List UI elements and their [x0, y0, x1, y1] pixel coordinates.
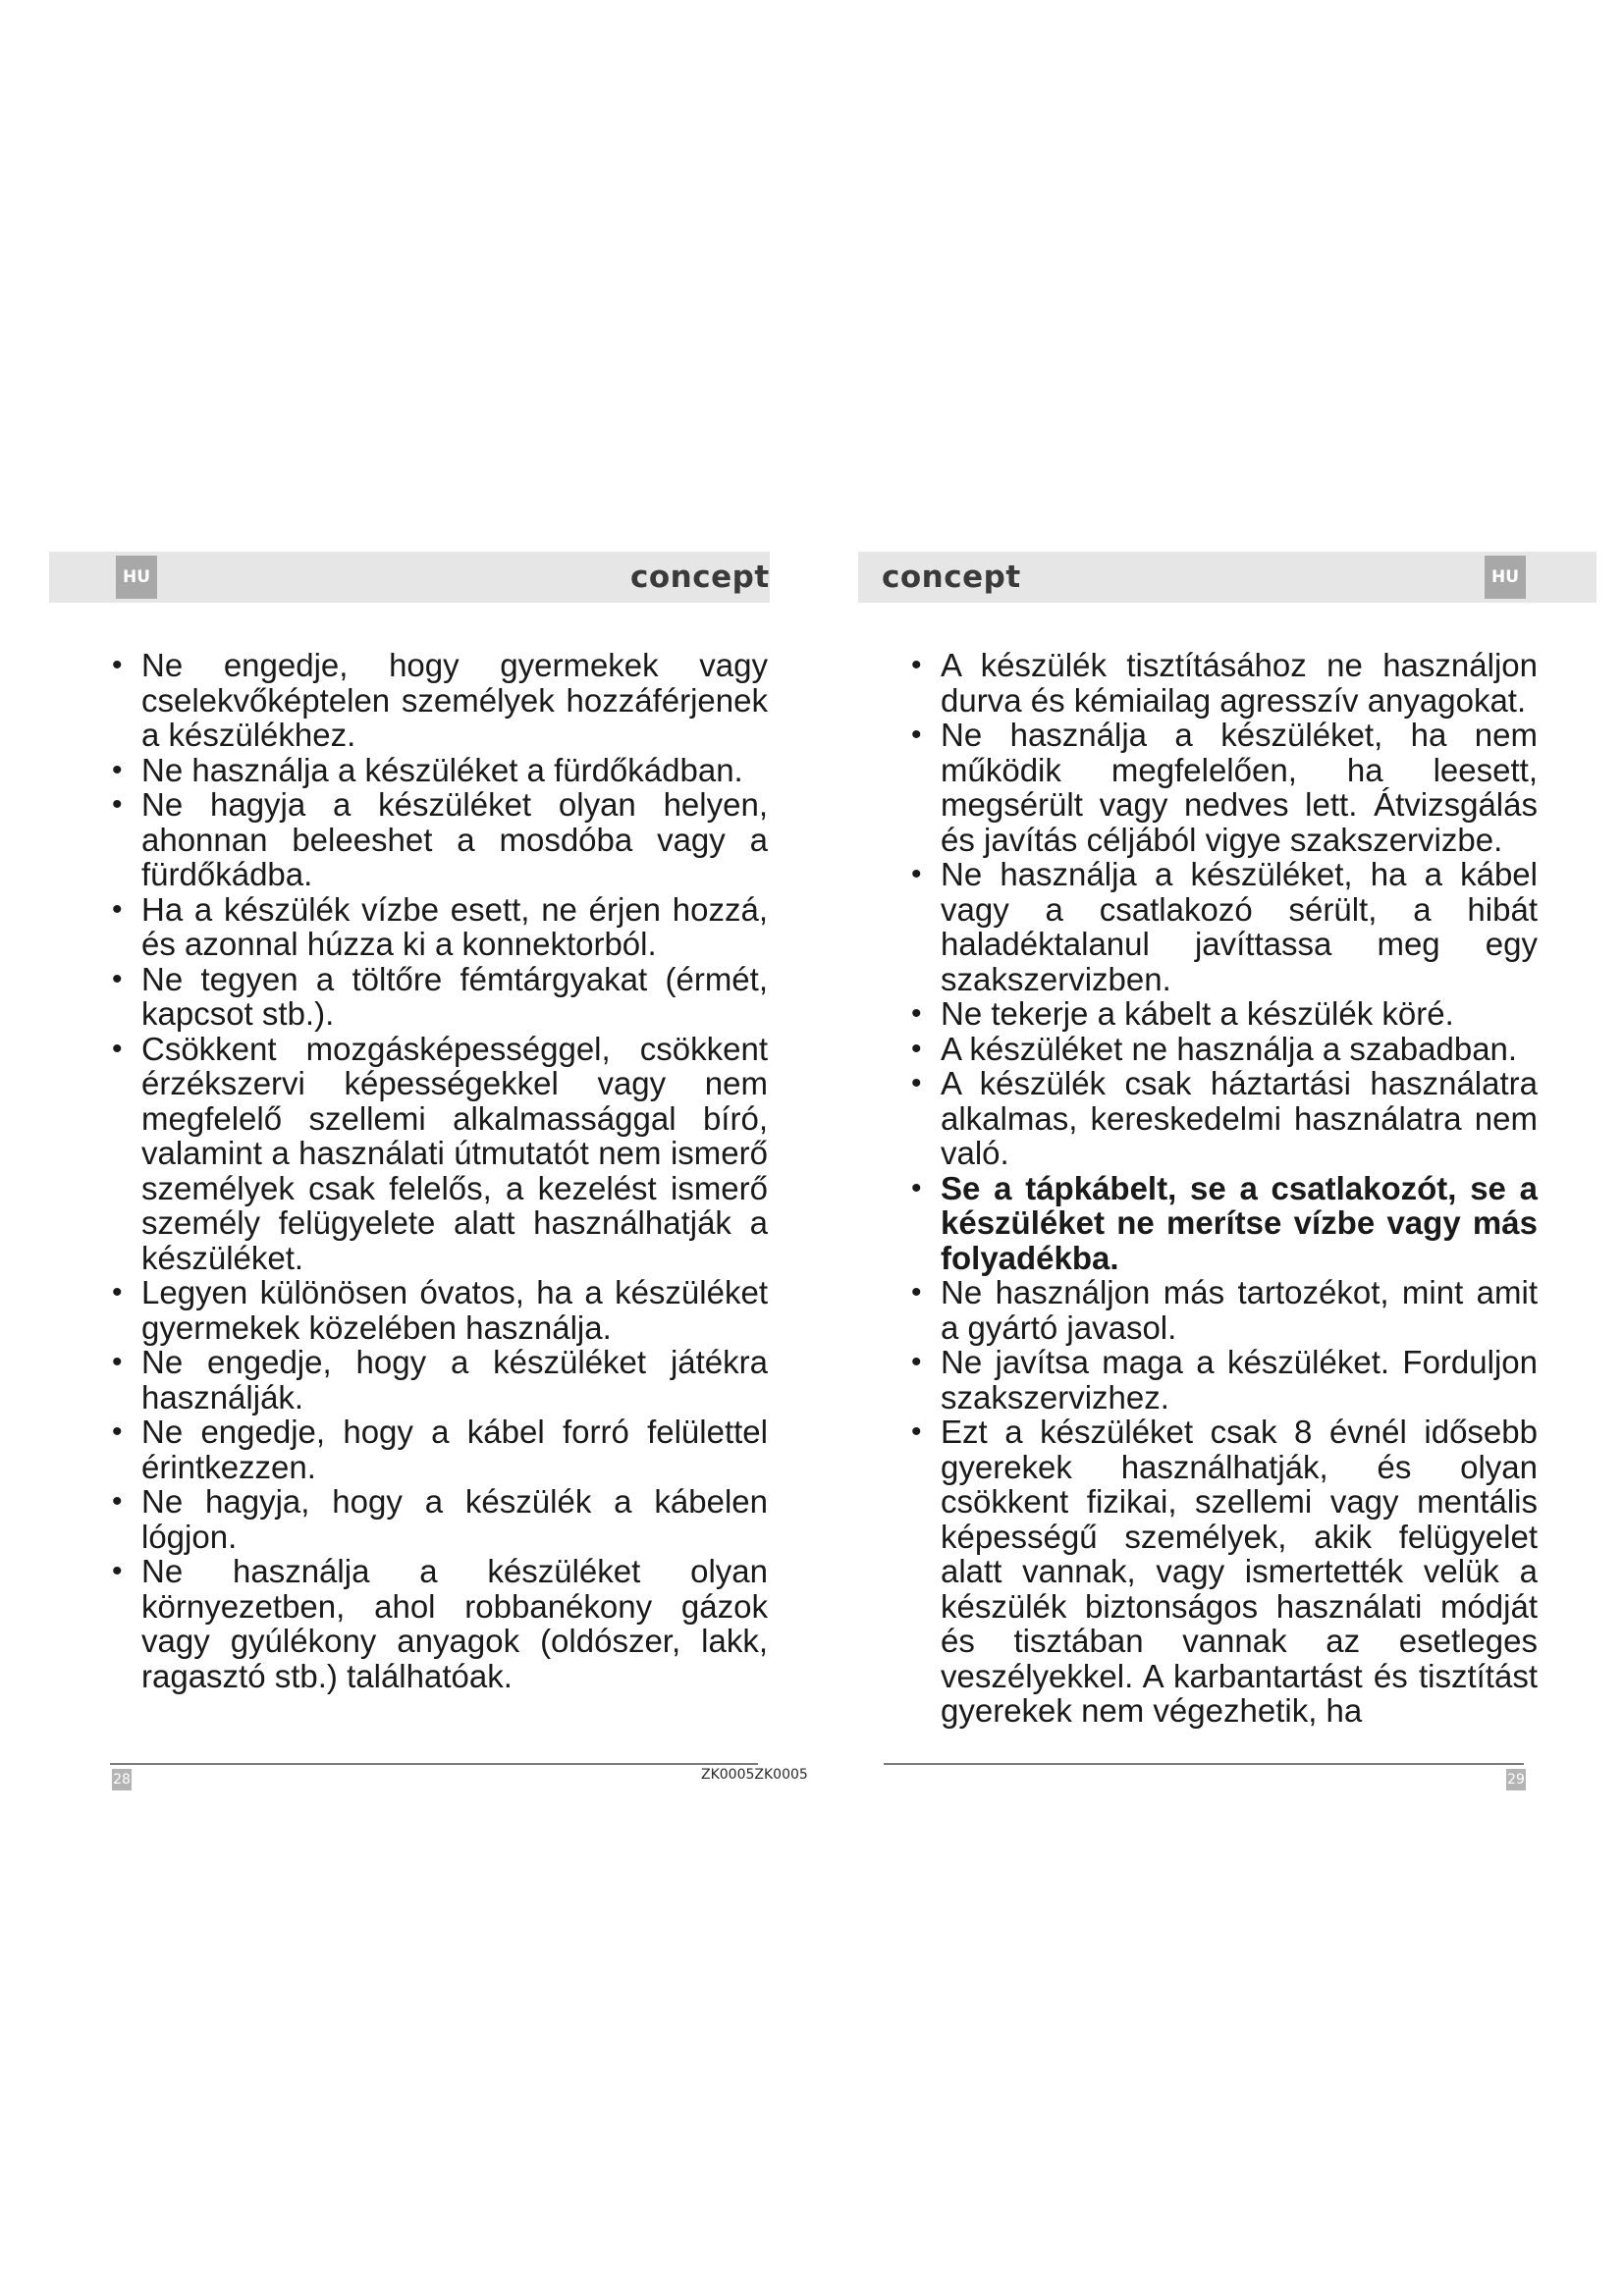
list-item: • Ne engedje, hogy a kábel forró felülettel érintkezzen.	[110, 1415, 768, 1484]
list-item: • Ne használjon más tartozékot, mint amit a gyártó javasol.	[909, 1275, 1538, 1345]
list-item-warning: • Se a tápkábelt, se a csatlakozót, se a készüléket ne merítse vízbe vagy más folyadékba.	[909, 1171, 1538, 1276]
list-item: • Ne javítsa maga a készüléket. Forduljon szakszervizhez.	[909, 1345, 1538, 1415]
list-item: • Ne tegyen a töltőre fémtárgyakat (érmét, kapcsot stb.).	[110, 962, 768, 1032]
footer-divider-left	[110, 1763, 758, 1765]
right-page-safety-list	[909, 648, 1538, 1729]
list-item: • Csökkent mozgásképességgel, csökkent érzékszervi képességekkel vagy nem megfelelő szellemi alkalmassággal bíró, valamint a használati útmutatót nem ismerő személyek csak felelős, a kezelést ismerő személy felügyelete alatt használhatják a készüléket.	[110, 1032, 768, 1276]
list-item: • Ne hagyja a készüléket olyan helyen, ahonnan beleeshet a mosdóba vagy a fürdőkádba.	[110, 787, 768, 892]
brand-logo-left: concept	[630, 560, 770, 595]
list-item: • Ne használja a készüléket, ha a kábel vagy a csatlakozó sérült, a hibát haladéktalanul javíttassa meg egy szakszervizben.	[909, 857, 1538, 996]
left-page-safety-list	[110, 648, 768, 1693]
language-badge-left: HU	[116, 556, 157, 599]
list-item: • Ne tekerje a kábelt a készülék köré.	[909, 996, 1538, 1032]
list-item: • Legyen különösen óvatos, ha a készüléket gyermekek közelében használja.	[110, 1275, 768, 1345]
list-item: • Ha a készülék vízbe esett, ne érjen hozzá, és azonnal húzza ki a konnektorból.	[110, 892, 768, 962]
list-item: • Ne használja a készüléket a fürdőkádban.	[110, 753, 768, 788]
list-item: • Ne hagyja, hogy a készülék a kábelen lógjon.	[110, 1484, 768, 1554]
footer-divider-right	[884, 1763, 1524, 1765]
brand-logo-right: concept	[882, 560, 1021, 595]
model-code: ZK0005ZK0005	[701, 1767, 808, 1783]
list-item: • A készülék csak háztartási használatra alkalmas, kereskedelmi használatra nem való.	[909, 1066, 1538, 1171]
list-item: • Ne használja a készüléket, ha nem működik megfelelően, ha leesett, megsérült vagy nedves lett. Átvizsgálás és javítás céljából vigye szakszervizbe.	[909, 718, 1538, 857]
list-item: • A készülék tisztításához ne használjon durva és kémiailag agresszív anyagokat.	[909, 648, 1538, 718]
list-item: • Ezt a készüléket csak 8 évnél idősebb gyerekek használhatják, és olyan csökkent fizikai, szellemi vagy mentális képességű személyek, akik felügyelet alatt vannak, vagy ismertették velük a készülék biztonságos használati módját és tisztában vannak az esetleges veszélyekkel. A karbantartást és tisztítást gyerekek nem végezhetik, ha	[909, 1415, 1538, 1729]
list-item: • Ne használja a készüléket olyan környezetben, ahol robbanékony gázok vagy gyúlékony anyagok (oldószer, lakk, ragasztó stb.) találhatóak.	[110, 1554, 768, 1693]
language-badge-right: HU	[1485, 556, 1526, 599]
page-number-right: 29	[1506, 1769, 1526, 1790]
list-item: • Ne engedje, hogy a készüléket játékra használják.	[110, 1345, 768, 1415]
list-item: • A készüléket ne használja a szabadban.	[909, 1032, 1538, 1067]
list-item: • Ne engedje, hogy gyermekek vagy cselekvőképtelen személyek hozzáférjenek a készülékhez.	[110, 648, 768, 753]
page-number-left: 28	[112, 1769, 132, 1790]
